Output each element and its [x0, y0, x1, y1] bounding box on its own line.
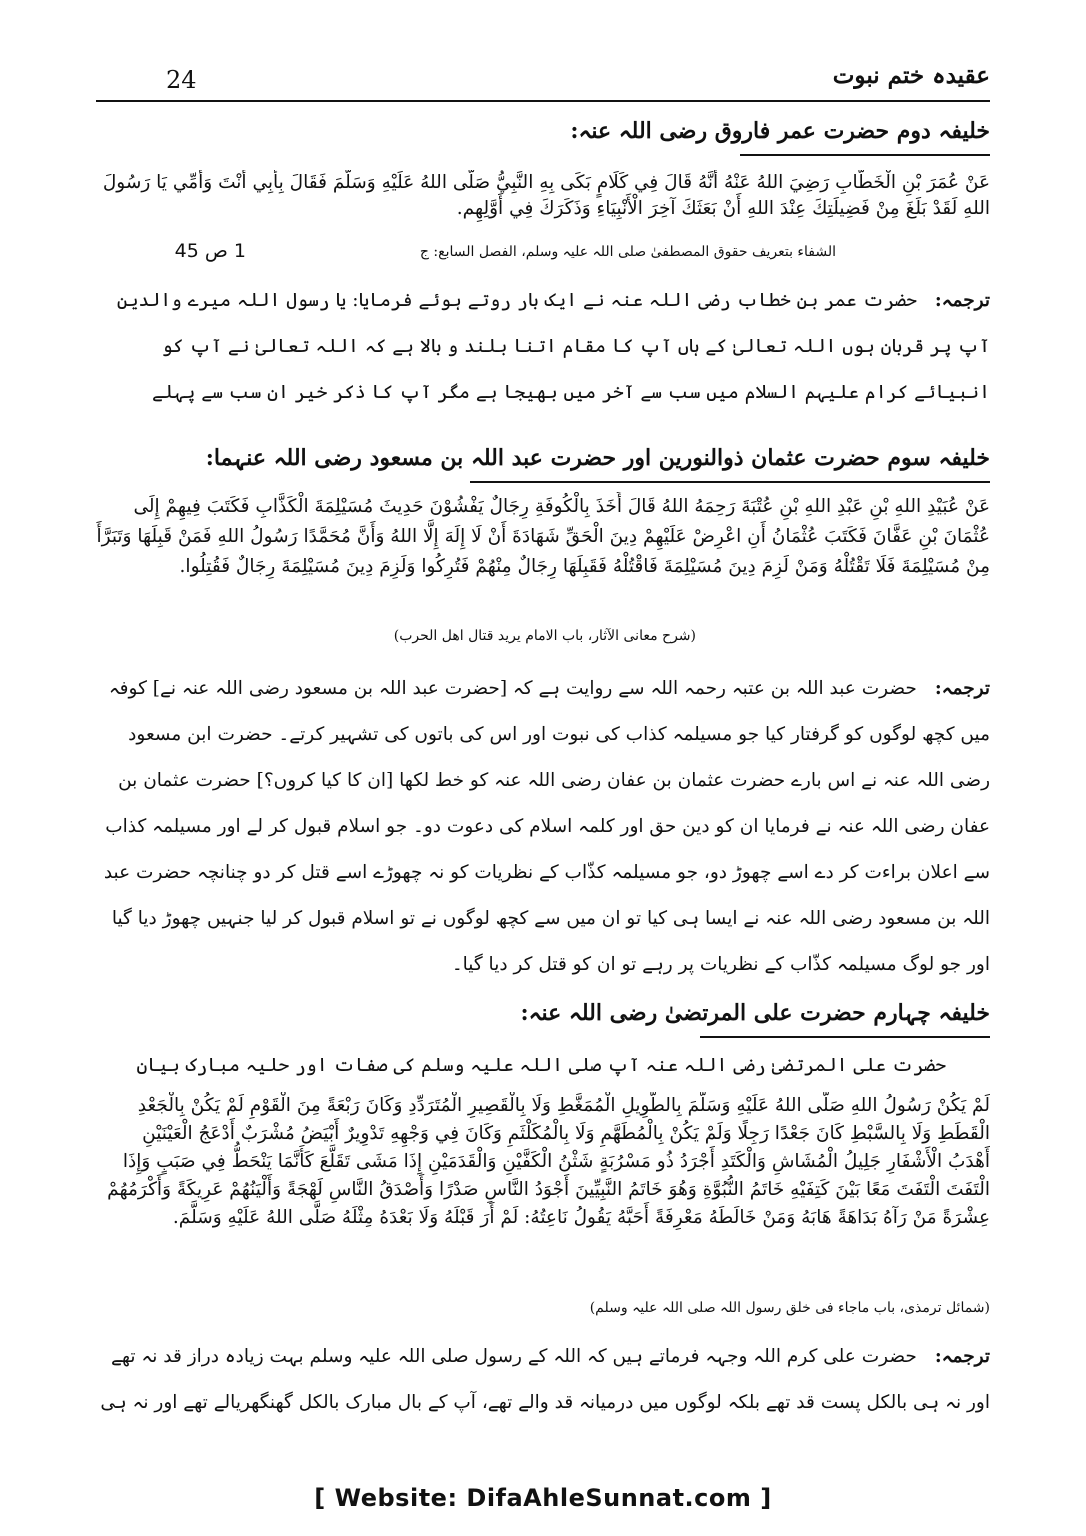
- translation-usman-text: حضرت عبد اللہ بن عتبہ رحمہ اللہ سے روایت ہے کہ [حضرت عبد اللہ بن مسعود رضی اللہ عنہ نے] کوفہ میں کچھ لوگوں کو گرفتار کیا جو مسیلمہ کذاب کی نبوت اور اس کی باتوں کی تشہیر کرتے۔ حضرت ابن مسعود رضی اللہ عنہ نے اس بارے حضرت عثمان بن عفان رضی اللہ عنہ کو خط لکھا [ان کا کیا کروں؟] حضرت عثمان بن عفان رضی اللہ عنہ نے فرمایا ان کو دین حق اور کلمہ اسلام کی دعوت دو۔ جو اسلام قبول کر لے اور مسیلمہ کذاب سے اعلان براءت کر دے اسے چھوڑ دو، جو مسیلمہ کذّاب کے نظریات کو نہ چھوڑے اسے قتل کر دو چنانچہ حضرت عبد اللہ بن مسعود رضی اللہ عنہ نے ایسا ہی کیا تو ان میں سے کچھ لوگوں نے تو اسلام قبول کر لیا جنہیں چھوڑ دیا گیا اور جو لوگ مسیلمہ کذّاب کے نظریات پر رہے تو ان کو قتل کر دیا گیا۔: [103, 678, 990, 975]
- section-heading-umar: [570, 118, 990, 144]
- reference-umar: الشفاء بتعریف حقوق المصطفیٰ صلی اللہ علیہ وسلم، الفصل السابع: ج: [419, 244, 836, 260]
- arabic-text-umar: عَنْ عُمَرَ بْنِ الْخَطَّابِ رَضِيَ اللهُ عَنْهُ أَنَّهُ قَالَ فِي كَلَامٍ بَكَى بِهِ النَّبِيُّ صَلَّى اللهُ عَلَيْهِ وَسَلَّمَ فَقَالَ بِأَبِي أَنْتَ وَأُمِّي يَا رَسُولَ اللهِ لَقَدْ بَلَغَ مِنْ فَضِيلَتِكَ عِنْدَ اللهِ أَنْ بَعَثَكَ آخِرَ الْأَنْبِيَاءِ وَذَكَرَكَ فِي أَوَّلِهِم.: [102, 172, 990, 219]
- reference-usman: (شرح معانی الآثار، باب الامام یرید قتال اھل الحرب): [393, 628, 696, 644]
- page-header: [96, 62, 990, 102]
- section-heading-umar-text: خلیفہ دوم حضرت عمر فاروق رضی اللہ عنہ:: [570, 118, 990, 144]
- intro-ali: حضرت علی المرتضیٰ رضی اللہ عنہ آپ صلی اللہ علیہ وسلم کی صفات اور حلیہ مبارک بیان: [136, 1055, 946, 1076]
- arabic-text-usman: عَنْ عُبَيْدِ اللهِ بْنِ عَبْدِ اللهِ بْنِ عُتْبَةَ رَحِمَهُ اللهُ قَالَ أَخَذَ بِالْكُوفَةِ رِجَالٌ يَفْشُوْنَ حَدِيثَ مُسَيْلِمَةَ الْكَذَّابِ فَكَتَبَ فِيهِمْ إِلَى عُثْمَانَ بْنِ عَفَّانَ فَكَتَبَ عُثْمَانُ أَنِ اعْرِضْ عَلَيْهِمْ دِينَ الْحَقِّ شَهَادَةَ أَنْ لَا إِلَهَ إِلَّا اللهُ وَأَنَّ مُحَمَّدًا رَسُولُ اللهِ فَمَنْ قَبِلَهَا وَتَبَرَّأَ مِنْ مُسَيْلِمَةَ فَلَا تَقْتُلْهُ وَمَنْ لَزِمَ دِينَ مُسَيْلِمَةَ فَاقْتُلْهُ فَقَبِلَهَا رِجَالٌ مِنْهُمْ فَتُرِكُوا وَلَزِمَ دِينَ مُسَيْلِمَةَ رِجَالٌ فَقُتِلُوا.: [96, 496, 990, 577]
- translation-label: ترجمہ:: [934, 678, 990, 699]
- translation-usman: [96, 666, 990, 988]
- translation-label: ترجمہ:: [934, 1346, 990, 1367]
- book-title: عقیدہ ختم نبوت: [832, 62, 990, 89]
- translation-ali: [96, 1334, 990, 1426]
- section-heading-usman-text: خلیفہ سوم حضرت عثمان ذوالنورین اور حضرت عبد اللہ بن مسعود رضی اللہ عنہما:: [205, 445, 990, 471]
- section-heading-ali: [521, 1000, 991, 1026]
- heading-underline: [740, 154, 990, 156]
- heading-underline: [700, 1036, 990, 1038]
- section-heading-ali-text: خلیفہ چہارم حضرت علی المرتضیٰ رضی اللہ عنہ:: [520, 1000, 990, 1026]
- translation-ali-text: حضرت علی کرم اللہ وجہہ فرماتے ہیں کہ اللہ کے رسول صلی اللہ علیہ وسلم بہت زیادہ دراز قد نہ تھے اور نہ ہی بالکل پست قد تھے بلکہ لوگوں میں درمیانہ قد والے تھے، آپ کے بال مبارک بالکل گھنگھریالے تھے اور نہ ہی: [100, 1346, 990, 1413]
- translation-umar-text: حضرت عمر بن خطاب رضی اللہ عنہ نے ایک بار روتے ہوئے فرمایا: یا رسول اللہ میرے والدین آپ پر قربان ہوں اللہ تعالیٰ کے ہاں آپ کا مقام اتنا بلند و بالا ہے کہ اللہ تعالیٰ نے آپ کو انبیائے کرام علیہم السلام میں سب سے آخر میں بھیجا ہے مگر آپ کا ذکر خیر ان سب سے پہلے: [116, 290, 990, 403]
- heading-underline: [470, 481, 990, 483]
- section-heading-usman: [206, 445, 990, 471]
- reference-page-umar: 1 ص 45: [174, 240, 246, 262]
- arabic-text-ali: لَمْ يَكُنْ رَسُولُ اللهِ صَلَّى اللهُ عَلَيْهِ وَسَلَّمَ بِالطَّوِيلِ الْمُمَغَّطِ وَلَا بِالْقَصِيرِ الْمُتَرَدِّدِ وَكَانَ رَبْعَةً مِنَ الْقَوْمِ لَمْ يَكُنْ بِالْجَعْدِ الْقَطَطِ وَلَا بِالسَّبْطِ كَانَ جَعْدًا رَجِلًا وَلَمْ يَكُنْ بِالْمُطَهَّمِ وَلَا بِالْمُكَلْثَمِ وَكَانَ فِي وَجْهِهِ تَدْوِيرٌ أَبْيَضُ مُشْرَبٌ أَدْعَجُ الْعَيْنَيْنِ أَهْدَبُ الْأَشْفَارِ جَلِيلُ الْمُشَاشِ وَالْكَتَدِ أَجْرَدُ ذُو مَسْرُبَةٍ شَثْنُ الْكَفَّيْنِ وَالْقَدَمَيْنِ إِذَا مَشَى تَقَلَّعَ كَأَنَّمَا يَنْحَطُّ فِي صَبَبٍ وَإِذَا الْتَفَتَ الْتَفَتَ مَعًا بَيْنَ كَتِفَيْهِ خَاتَمُ النُّبُوَّةِ وَهُوَ خَاتَمُ النَّبِيِّينَ أَجْوَدُ النَّاسِ صَدْرًا وَأَصْدَقُ النَّاسِ لَهْجَةً وَأَلْيَنُهُمْ عَرِيكَةً وَأَكْرَمُهُمْ عِشْرَةً مَنْ رَآهُ بَدَاهَةً هَابَهُ وَمَنْ خَالَطَهُ مَعْرِفَةً أَحَبَّهُ يَقُولُ نَاعِتُهُ: لَمْ أَرَ قَبْلَهُ وَلَا بَعْدَهُ مِثْلَهُ صَلَّى اللهُ عَلَيْهِ وَسَلَّمَ.: [107, 1095, 990, 1228]
- reference-ali: (شمائل ترمذی، باب ماجاء فی خلق رسول اللہ صلی اللہ علیہ وسلم): [589, 1300, 990, 1316]
- website-footer: [ Website: DifaAhleSunnat.com ]: [314, 1484, 772, 1512]
- translation-label: ترجمہ:: [934, 290, 990, 311]
- translation-umar: [96, 278, 990, 416]
- page-number: 24: [166, 66, 197, 94]
